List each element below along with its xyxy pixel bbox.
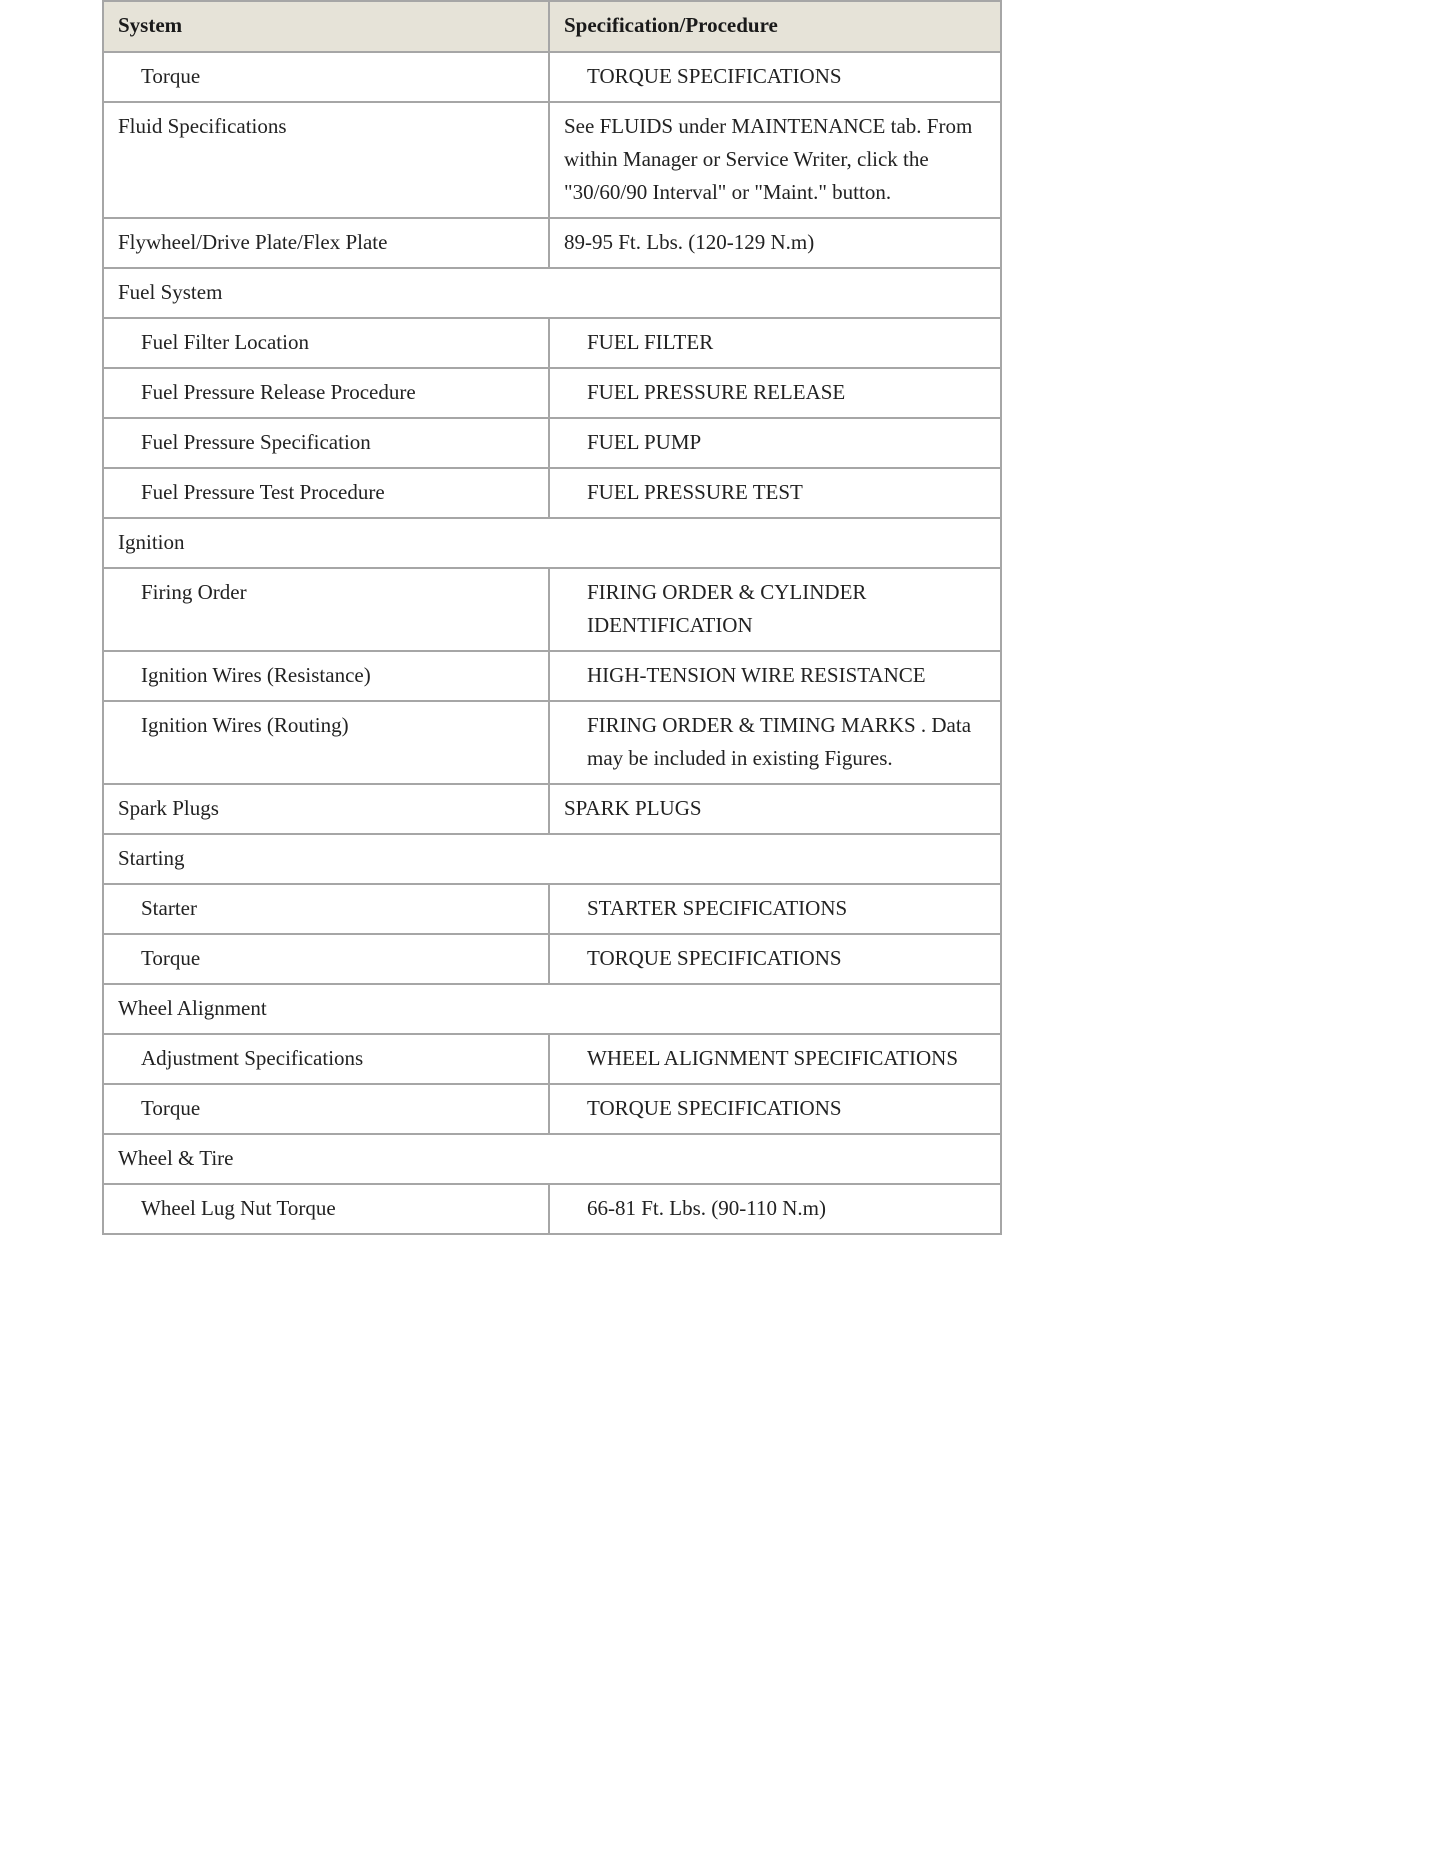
spec-cell: FUEL FILTER bbox=[549, 318, 1001, 368]
spec-cell: FIRING ORDER & TIMING MARKS . Data may be included in existing Figures. bbox=[549, 701, 1001, 784]
table-row bbox=[103, 568, 1001, 651]
spec-cell: TORQUE SPECIFICATIONS bbox=[549, 52, 1001, 102]
spec-cell: SPARK PLUGS bbox=[549, 784, 1001, 834]
system-cell: Fuel Pressure Specification bbox=[103, 418, 549, 468]
system-cell: Fuel Pressure Release Procedure bbox=[103, 368, 549, 418]
section-row bbox=[103, 984, 1001, 1034]
table-row bbox=[103, 468, 1001, 518]
section-label: Wheel Alignment bbox=[103, 984, 1001, 1034]
system-cell: Ignition Wires (Routing) bbox=[103, 701, 549, 784]
table-row bbox=[103, 1184, 1001, 1234]
table-row bbox=[103, 102, 1001, 218]
system-cell: Torque bbox=[103, 52, 549, 102]
section-row bbox=[103, 268, 1001, 318]
system-cell: Firing Order bbox=[103, 568, 549, 651]
system-column-header: System bbox=[103, 1, 549, 52]
table-row bbox=[103, 651, 1001, 701]
system-cell: Fuel Pressure Test Procedure bbox=[103, 468, 549, 518]
table-row bbox=[103, 52, 1001, 102]
spec-cell: See FLUIDS under MAINTENANCE tab. From within Manager or Service Writer, click the "30/60/90 Interval" or "Maint." button. bbox=[549, 102, 1001, 218]
table-row bbox=[103, 218, 1001, 268]
spec-cell: TORQUE SPECIFICATIONS bbox=[549, 934, 1001, 984]
table-row bbox=[103, 1084, 1001, 1134]
system-cell: Fluid Specifications bbox=[103, 102, 549, 218]
spec-column-header: Specification/Procedure bbox=[549, 1, 1001, 52]
table-row bbox=[103, 884, 1001, 934]
section-label: Ignition bbox=[103, 518, 1001, 568]
system-cell: Torque bbox=[103, 1084, 549, 1134]
table-row bbox=[103, 701, 1001, 784]
table-row bbox=[103, 934, 1001, 984]
system-cell: Flywheel/Drive Plate/Flex Plate bbox=[103, 218, 549, 268]
table-row bbox=[103, 368, 1001, 418]
specification-table bbox=[102, 0, 1002, 1235]
table-body bbox=[103, 52, 1001, 1234]
system-cell: Spark Plugs bbox=[103, 784, 549, 834]
spec-cell: TORQUE SPECIFICATIONS bbox=[549, 1084, 1001, 1134]
table-row bbox=[103, 1034, 1001, 1084]
table-row bbox=[103, 418, 1001, 468]
system-cell: Fuel Filter Location bbox=[103, 318, 549, 368]
spec-cell: FUEL PUMP bbox=[549, 418, 1001, 468]
table-header-row bbox=[103, 1, 1001, 52]
spec-cell: 66-81 Ft. Lbs. (90-110 N.m) bbox=[549, 1184, 1001, 1234]
spec-cell: WHEEL ALIGNMENT SPECIFICATIONS bbox=[549, 1034, 1001, 1084]
spec-cell: HIGH-TENSION WIRE RESISTANCE bbox=[549, 651, 1001, 701]
spec-cell: STARTER SPECIFICATIONS bbox=[549, 884, 1001, 934]
system-cell: Torque bbox=[103, 934, 549, 984]
spec-cell: FIRING ORDER & CYLINDER IDENTIFICATION bbox=[549, 568, 1001, 651]
section-label: Starting bbox=[103, 834, 1001, 884]
system-cell: Adjustment Specifications bbox=[103, 1034, 549, 1084]
section-row bbox=[103, 834, 1001, 884]
system-cell: Ignition Wires (Resistance) bbox=[103, 651, 549, 701]
spec-cell: 89-95 Ft. Lbs. (120-129 N.m) bbox=[549, 218, 1001, 268]
system-cell: Wheel Lug Nut Torque bbox=[103, 1184, 549, 1234]
section-row bbox=[103, 1134, 1001, 1184]
table-row bbox=[103, 318, 1001, 368]
section-label: Wheel & Tire bbox=[103, 1134, 1001, 1184]
section-label: Fuel System bbox=[103, 268, 1001, 318]
system-cell: Starter bbox=[103, 884, 549, 934]
spec-cell: FUEL PRESSURE TEST bbox=[549, 468, 1001, 518]
spec-cell: FUEL PRESSURE RELEASE bbox=[549, 368, 1001, 418]
table-row bbox=[103, 784, 1001, 834]
section-row bbox=[103, 518, 1001, 568]
